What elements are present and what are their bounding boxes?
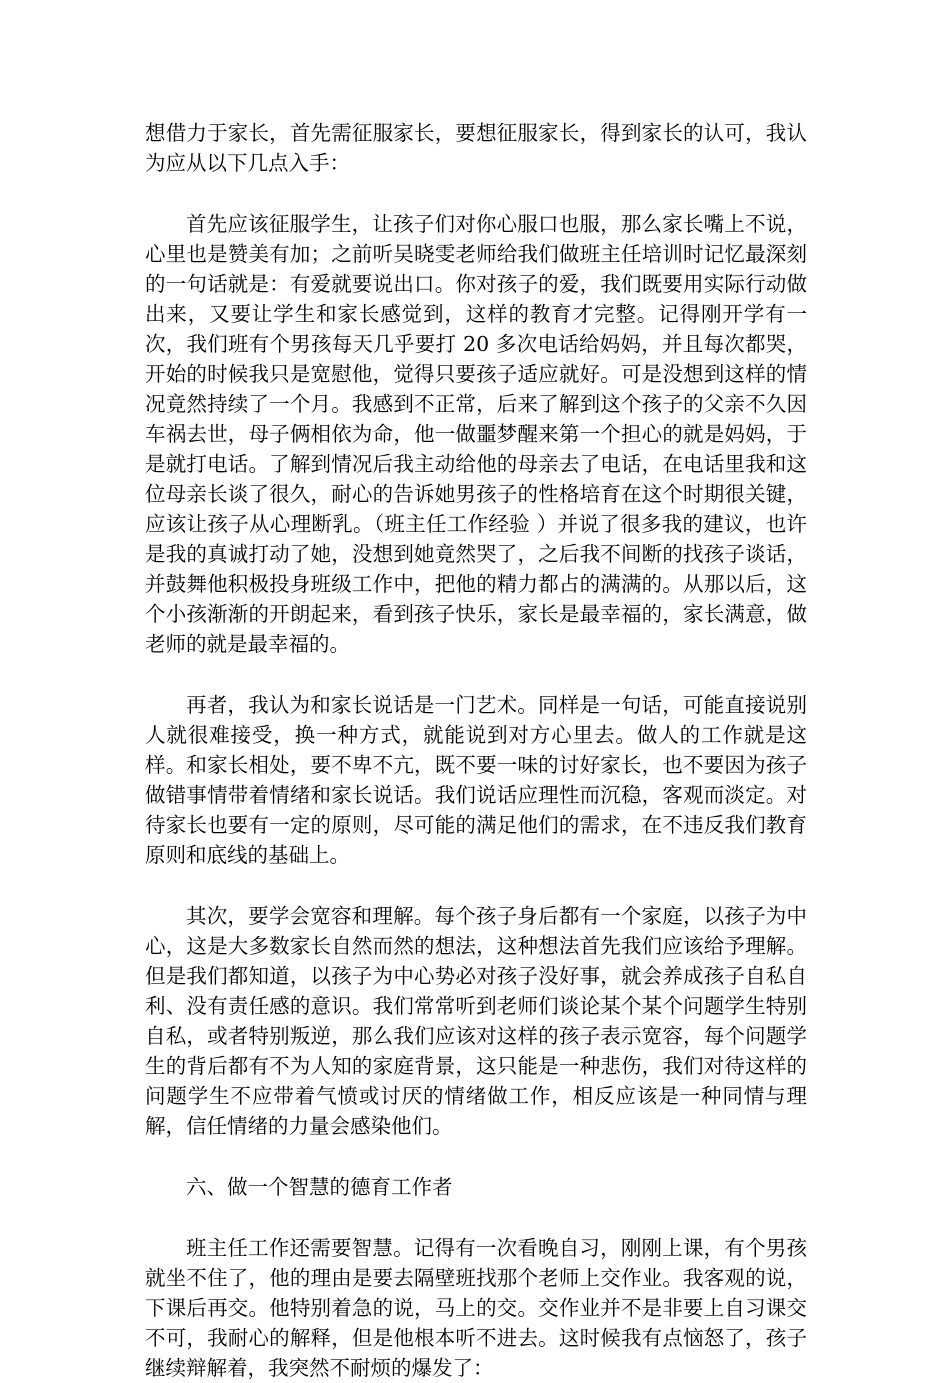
paragraph-wisdom: 班主任工作还需要智慧。记得有一次看晚自习，刚刚上课，有个男孩就坐不住了，他的理由是要去隔壁班找那个老师上交作业。我客观的说，下课后再交。他特别着急的说，马上的交。交作业并不是非要上自习课交不可，我耐心的解释，但是他根本听不进去。这时候我有点恼怒了，孩子继续辩解着，我突然不耐烦的爆发了： — [145, 1236, 807, 1380]
paragraph-win-students: 首先应该征服学生，让孩子们对你心服口也服，那么家长嘴上不说，心里也是赞美有加；之前听吴晓雯老师给我们做班主任培训时记忆最深刻的一句话就是：有爱就要说出口。你对孩子的爱，我们既要用实际行动做出来，又要让学生和家长感觉到，这样的教育才完整。记得刚开学有一次，我们班有个男孩每天几乎要打 20 多次电话给妈妈，并且每次都哭，开始的时候我只是宽慰他，觉得只要孩子适应就好。可是没想到这样的情况竟然持续了一个月。我感到不正常，后来了解到这个孩子的父亲不久因车祸去世，母子俩相依为命，他一做噩梦醒来第一个担心的就是妈妈，于是就打电话。了解到情况后我主动给他的母亲去了电话，在电话里我和这位母亲长谈了很久，耐心的告诉她男孩子的性格培育在这个时期很关键，应该让孩子从心理断乳。（班主任工作经验 ）并说了很多我的建议，也许是我的真诚打动了她，没想到她竟然哭了，之后我不间断的找孩子谈话，并鼓舞他积极投身班级工作中，把他的精力都占的满满的。从那以后，这个小孩渐渐的开朗起来，看到孩子快乐，家长是最幸福的，家长满意，做老师的就是最幸福的。 — [145, 212, 807, 656]
document-body — [145, 118, 807, 1383]
section-heading: 六、做一个智慧的德育工作者 — [186, 1175, 453, 1199]
paragraph-tolerance: 其次，要学会宽容和理解。每个孩子身后都有一个家庭，以孩子为中心，这是大多数家长自然而然的想法，这种想法首先我们应该给予理解。但是我们都知道，以孩子为中心势必对孩子没好事，就会养成孩子自私自利、没有责任感的意识。我们常常听到老师们谈论某个某个问题学生特别自私，或者特别叛逆，那么我们应该对这样的孩子表示宽容，每个问题学生的背后都有不为人知的家庭背景，这只能是一种悲伤，我们对待这样的问题学生不应带着气愤或讨厌的情绪做工作，相反应该是一种同情与理解，信任情绪的力量会感染他们。 — [145, 904, 807, 1138]
paragraph-intro: 想借力于家长，首先需征服家长，要想征服家长，得到家长的认可，我认为应从以下几点入手： — [145, 121, 807, 175]
paragraph-talk-art: 再者，我认为和家长说话是一门艺术。同样是一句话，可能直接说别人就很难接受，换一种方式，就能说到对方心里去。做人的工作就是这样。和家长相处，要不卑不亢，既不要一味的讨好家长，也不要因为孩子做错事情带着情绪和家长说话。我们说话应理性而沉稳，客观而淡定。对待家长也要有一定的原则，尽可能的满足他们的需求，在不违反我们教育原则和底线的基础上。 — [145, 693, 807, 867]
